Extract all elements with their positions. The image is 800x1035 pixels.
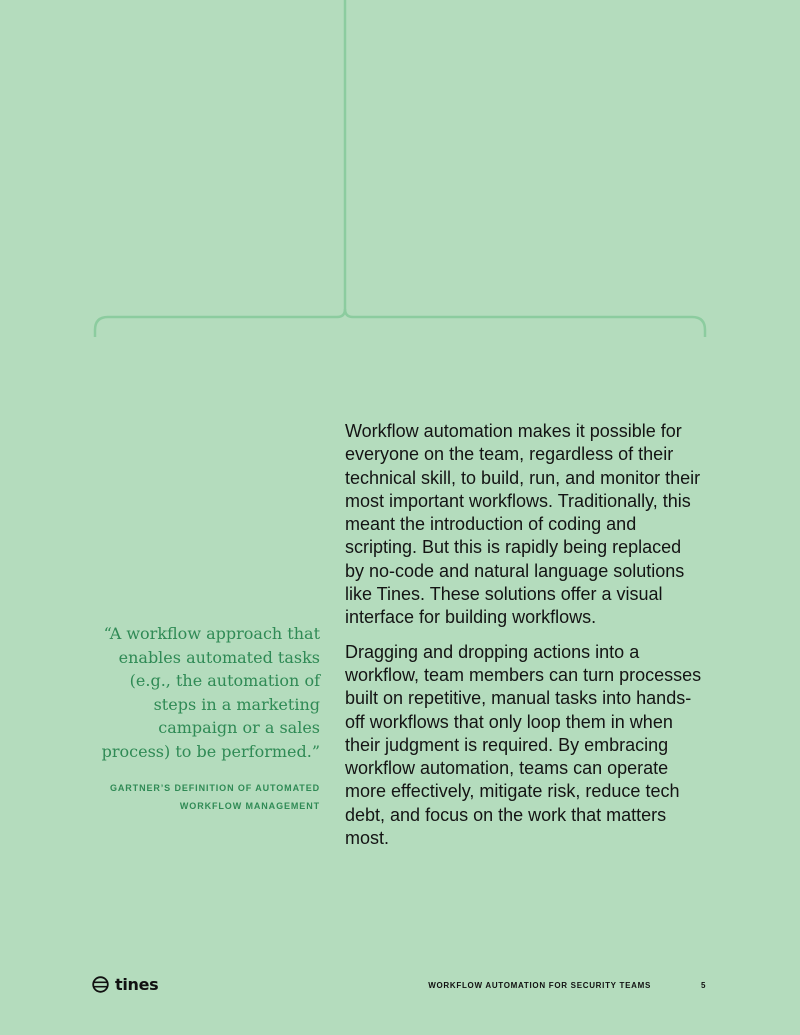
footer-document-title: WORKFLOW AUTOMATION FOR SECURITY TEAMS — [428, 981, 651, 990]
quote-source: GARTNER’S DEFINITION OF AUTOMATED WORKFLOW MANAGEMENT — [109, 783, 320, 811]
quote-text: “A workflow approach that enables automated tasks (e.g., the automation of steps in a marketing campaign or a sales process) to be performed.” — [101, 624, 320, 761]
branch-connector-graphic — [0, 0, 800, 345]
logo-wordmark: tines — [115, 975, 159, 994]
tines-logo-icon — [92, 976, 109, 993]
pull-quote — [90, 622, 320, 815]
tines-logo — [92, 975, 158, 994]
body-paragraph-2: Dragging and dropping actions into a workflow, team members can turn processes built on repetitive, manual tasks into hands-off workflows that only loop them in when their judgment is required. By embracing workflow automation, teams can operate more effectively, mitigate risk, reduce tech debt, and focus on the work that matters most. — [345, 641, 702, 849]
body-copy — [345, 420, 705, 861]
page-number: 5 — [701, 981, 706, 990]
body-paragraph-1: Workflow automation makes it possible for everyone on the team, regardless of their technical skill, to build, run, and monitor their most important workflows. Traditionally, this meant the introduction of coding and scripting. But this is rapidly being replaced by no-code and natural language solutions like Tines. These solutions offer a visual interface for building workflows. — [345, 421, 701, 628]
